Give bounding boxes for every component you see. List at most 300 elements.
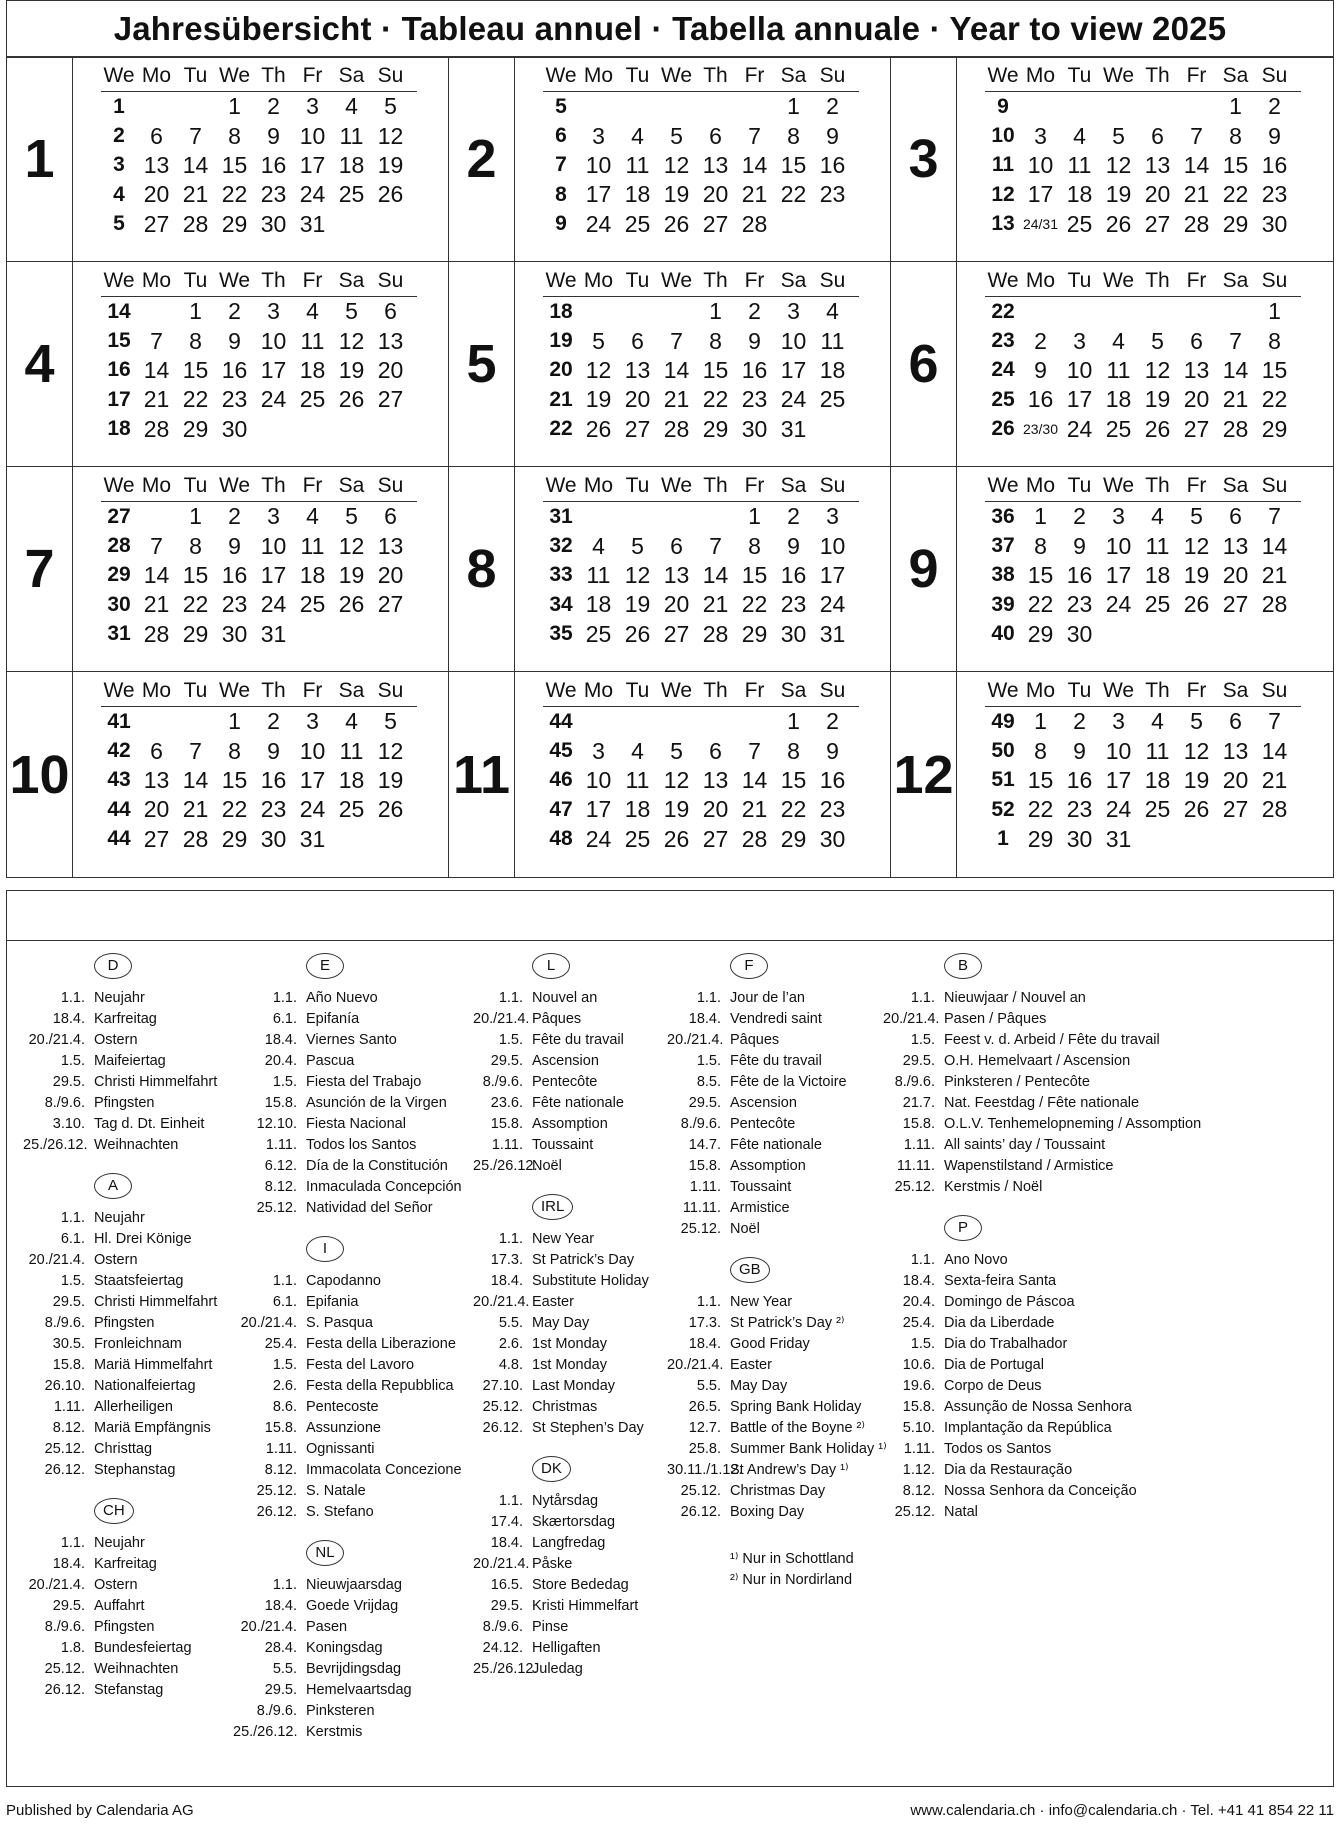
holiday-row — [233, 1417, 462, 1438]
weekday-header: Tu — [1067, 63, 1092, 87]
holiday-date: 15.8. — [902, 1115, 935, 1132]
holiday-name: Neujahr — [94, 1209, 145, 1226]
holiday-row — [233, 1375, 462, 1396]
holiday-row — [473, 1532, 649, 1553]
month-body — [73, 262, 448, 466]
holiday-row — [23, 1050, 217, 1071]
holiday-name: Pfingsten — [94, 1094, 155, 1111]
day-number: 18 — [338, 151, 365, 178]
day-number: 19 — [663, 796, 690, 823]
weekday-header: Mo — [141, 63, 172, 87]
day-number: 8 — [228, 737, 241, 764]
day-number: 14 — [1222, 356, 1249, 383]
day-number: 12 — [1105, 151, 1132, 178]
holiday-date: 1.1. — [910, 989, 935, 1006]
day-number: 8 — [228, 122, 241, 149]
week-number: 44 — [107, 797, 131, 821]
day-number: 11 — [625, 766, 650, 793]
day-number: 7 — [709, 532, 722, 559]
week-row — [985, 620, 1333, 649]
day-number: 5 — [592, 327, 605, 354]
week-number: 18 — [107, 417, 131, 441]
day-number: 11 — [339, 122, 364, 149]
day-number: 23 — [819, 796, 846, 823]
day-number: 28 — [702, 620, 729, 647]
day-number: 3 — [306, 708, 319, 735]
holiday-name: Easter — [532, 1293, 574, 1310]
week-number-header: We — [545, 268, 577, 292]
day-number: 9 — [267, 122, 280, 149]
day-number: 6 — [670, 532, 683, 559]
day-number: 8 — [1034, 532, 1047, 559]
day-number: 26 — [377, 796, 404, 823]
day-number: 27 — [663, 620, 690, 647]
holiday-date: 20./21.4. — [883, 1010, 940, 1027]
week-row — [543, 736, 890, 765]
holiday-date: 1.1. — [498, 1230, 523, 1247]
day-number: 17 — [1066, 386, 1093, 413]
holiday-name: Koningsdag — [306, 1639, 383, 1656]
holiday-row — [667, 1134, 887, 1155]
weekday-header: We — [218, 678, 251, 702]
day-number: 2 — [1073, 708, 1086, 735]
day-number: 10 — [299, 122, 326, 149]
holiday-name: Ostern — [94, 1251, 138, 1268]
day-number: 16 — [260, 151, 287, 178]
weekday-header: Mo — [1025, 678, 1056, 702]
week-row — [101, 825, 448, 854]
holiday-date: 26.5. — [688, 1398, 721, 1415]
week-row — [985, 326, 1333, 355]
week-number: 9 — [555, 212, 567, 236]
day-number: 25 — [1144, 796, 1171, 823]
day-number: 19 — [585, 386, 612, 413]
week-row — [101, 766, 448, 795]
day-number: 25 — [819, 386, 846, 413]
holiday-date: 25.12. — [680, 1220, 721, 1237]
day-number: 2 — [748, 298, 761, 325]
holiday-name: Nytårsdag — [532, 1492, 599, 1509]
day-number: 12 — [338, 327, 365, 354]
holiday-name: Pfingsten — [94, 1314, 155, 1331]
day-number: 15 — [1222, 151, 1249, 178]
holiday-name: Kerstmis — [306, 1723, 363, 1740]
holiday-row — [233, 1438, 462, 1459]
holiday-name: Spring Bank Holiday — [730, 1398, 862, 1415]
holiday-date: 26.12. — [482, 1419, 523, 1436]
holiday-name: Boxing Day — [730, 1503, 805, 1520]
weekday-header: Mo — [141, 268, 172, 292]
holiday-name: Last Monday — [532, 1377, 616, 1394]
week-number: 51 — [991, 768, 1015, 792]
week-number-header: We — [987, 268, 1019, 292]
day-number: 4 — [1151, 503, 1164, 530]
day-number: 4 — [631, 122, 644, 149]
day-number: 15 — [702, 356, 729, 383]
day-number: 21 — [143, 386, 170, 413]
holiday-row — [233, 1595, 462, 1616]
day-number: 24 — [260, 386, 287, 413]
day-number: 17 — [1027, 181, 1054, 208]
holiday-row — [23, 1658, 217, 1679]
day-number: 4 — [345, 708, 358, 735]
weekday-header: Sa — [1222, 63, 1249, 87]
holiday-row — [233, 1134, 462, 1155]
day-number: 27 — [702, 210, 729, 237]
holiday-name: Pfingsten — [94, 1618, 155, 1635]
holiday-date: 17.3. — [688, 1314, 721, 1331]
holiday-date: 17.3. — [490, 1251, 523, 1268]
holiday-name: Christi Himmelfahrt — [94, 1293, 218, 1310]
holiday-date: 21.7. — [902, 1094, 935, 1111]
weekday-header: Sa — [780, 63, 807, 87]
holiday-row — [667, 1333, 887, 1354]
day-number: 12 — [377, 737, 404, 764]
holiday-name: Fiesta del Trabajo — [306, 1073, 422, 1090]
week-number: 20 — [549, 358, 573, 382]
day-number: 8 — [787, 737, 800, 764]
day-number: 25 — [299, 386, 326, 413]
holiday-row — [23, 1113, 217, 1134]
holiday-name: Dia da Liberdade — [944, 1314, 1055, 1331]
holiday-row — [883, 1312, 1201, 1333]
weekday-header: Th — [703, 678, 728, 702]
weekday-header: Tu — [625, 678, 650, 702]
day-number: 24 — [1066, 415, 1093, 442]
day-number: 20 — [1222, 561, 1249, 588]
holiday-name: Festa del Lavoro — [306, 1356, 415, 1373]
holiday-row — [883, 1459, 1201, 1480]
holiday-name: Påske — [532, 1555, 573, 1572]
holiday-row — [233, 1459, 462, 1480]
day-number: 6 — [631, 327, 644, 354]
day-number: 22 — [780, 181, 807, 208]
month-body — [73, 467, 448, 671]
contact-info: www.calendaria.ch · info@calendaria.ch · Tel. +41 41 854 22 11 — [910, 1802, 1334, 1819]
day-number: 2 — [1034, 327, 1047, 354]
day-number: 20 — [143, 181, 170, 208]
month-cell — [449, 672, 891, 877]
weekday-header-row — [543, 470, 859, 502]
week-number: 19 — [549, 329, 573, 353]
day-number: 2 — [1073, 503, 1086, 530]
holiday-date: 26.12. — [680, 1503, 721, 1520]
holiday-name: St Stephen’s Day — [532, 1419, 644, 1436]
week-number: 16 — [107, 358, 131, 382]
holiday-name: Ostern — [94, 1031, 138, 1048]
holiday-row — [473, 1050, 649, 1071]
day-number: 21 — [741, 181, 768, 208]
holiday-row — [667, 1417, 887, 1438]
week-number: 8 — [555, 182, 567, 206]
day-number: 23 — [221, 386, 248, 413]
month-number: 10 — [7, 672, 73, 877]
week-number: 18 — [549, 299, 573, 323]
holiday-name: Viernes Santo — [306, 1031, 397, 1048]
weekday-header: Fr — [302, 473, 323, 497]
day-number: 11 — [820, 327, 845, 354]
week-row — [101, 531, 448, 560]
holiday-date: 26.12. — [44, 1461, 85, 1478]
day-number: 5 — [384, 93, 397, 120]
day-number: 20 — [377, 356, 404, 383]
holiday-date: 2.6. — [272, 1377, 297, 1394]
day-number: 4 — [306, 298, 319, 325]
day-number: 22 — [182, 386, 209, 413]
weekday-header: Tu — [183, 63, 208, 87]
weekday-header-row — [101, 470, 417, 502]
day-number: 27 — [702, 825, 729, 852]
holiday-name: Dia da Restauração — [944, 1461, 1073, 1478]
holiday-row — [473, 1574, 649, 1595]
holiday-row — [473, 1354, 649, 1375]
day-number: 7 — [189, 122, 202, 149]
holiday-name: Año Nuevo — [306, 989, 378, 1006]
week-row — [985, 766, 1333, 795]
day-number: 30 — [741, 415, 768, 442]
holiday-row — [667, 1155, 887, 1176]
day-number: 30 — [221, 415, 248, 442]
holiday-row — [23, 1270, 217, 1291]
day-number: 28 — [1222, 415, 1249, 442]
day-number: 4 — [1112, 327, 1125, 354]
day-number: 11 — [300, 327, 325, 354]
holiday-row — [883, 1501, 1201, 1522]
day-number: 1 — [189, 503, 202, 530]
day-number: 28 — [1261, 591, 1288, 618]
holiday-date: 1.1. — [60, 1209, 85, 1226]
weekday-header: Sa — [1222, 268, 1249, 292]
month-body — [957, 672, 1333, 877]
holiday-column — [667, 941, 887, 1590]
week-number: 48 — [549, 827, 573, 851]
day-number: 12 — [663, 766, 690, 793]
holiday-date: 20./21.4. — [240, 1618, 297, 1635]
country-code-badge: D — [94, 953, 132, 979]
holiday-date: 6.1. — [272, 1010, 297, 1027]
holiday-row — [883, 1008, 1201, 1029]
weekday-header: Mo — [1025, 473, 1056, 497]
holiday-date: 20./21.4. — [473, 1293, 530, 1310]
holiday-row — [23, 1438, 217, 1459]
day-number: 13 — [143, 151, 170, 178]
holiday-row — [883, 1050, 1201, 1071]
day-number: 29 — [1027, 825, 1054, 852]
holiday-name: Ano Novo — [944, 1251, 1008, 1268]
week-number: 47 — [549, 797, 573, 821]
holiday-date: 30.5. — [52, 1335, 85, 1352]
day-number: 24 — [1105, 796, 1132, 823]
holiday-date: 25.4. — [264, 1335, 297, 1352]
weekday-header: Th — [1145, 63, 1170, 87]
week-row — [543, 356, 890, 385]
week-row — [985, 825, 1333, 854]
weekday-header: We — [660, 268, 693, 292]
country-code-badge: L — [532, 953, 570, 979]
day-number: 10 — [1066, 356, 1093, 383]
holiday-date: 25.12. — [680, 1482, 721, 1499]
day-number: 16 — [1261, 151, 1288, 178]
holiday-row — [23, 987, 217, 1008]
weekday-header: Mo — [141, 473, 172, 497]
day-number: 12 — [585, 356, 612, 383]
week-row — [543, 825, 890, 854]
day-number: 3 — [826, 503, 839, 530]
week-number: 44 — [107, 827, 131, 851]
week-number: 14 — [107, 299, 131, 323]
weekday-header: We — [218, 473, 251, 497]
day-number: 9 — [1073, 532, 1086, 559]
holiday-row — [473, 1511, 649, 1532]
holiday-date: 15.8. — [264, 1419, 297, 1436]
holiday-date: 8./9.6. — [482, 1073, 523, 1090]
day-number: 9 — [826, 737, 839, 764]
week-number: 35 — [549, 622, 573, 646]
holiday-row — [23, 1312, 217, 1333]
country-code-badge: CH — [94, 1498, 134, 1524]
day-number: 4 — [631, 737, 644, 764]
holiday-row — [667, 1312, 887, 1333]
holiday-row — [473, 1071, 649, 1092]
holiday-name: Implantação da República — [944, 1419, 1112, 1436]
weekday-header: Su — [819, 63, 846, 87]
day-number: 2 — [267, 93, 280, 120]
holiday-row — [883, 1270, 1201, 1291]
holiday-date: 25.12. — [482, 1398, 523, 1415]
country-code-badge: I — [306, 1236, 344, 1262]
week-number: 37 — [991, 534, 1015, 558]
day-number: 26 — [663, 825, 690, 852]
week-number: 21 — [549, 387, 573, 411]
month-number: 7 — [7, 467, 73, 671]
title-bar — [6, 0, 1334, 58]
country-block — [473, 953, 649, 1176]
weekday-header: Fr — [1186, 63, 1207, 87]
day-number: 17 — [260, 561, 287, 588]
holiday-name: Summer Bank Holiday ¹⁾ — [730, 1440, 887, 1457]
holiday-row — [883, 1176, 1201, 1197]
day-number: 25 — [624, 210, 651, 237]
week-number: 3 — [113, 153, 125, 177]
day-number: 18 — [624, 181, 651, 208]
week-row — [985, 561, 1333, 590]
day-number: 1 — [748, 503, 761, 530]
holiday-row — [23, 1207, 217, 1228]
holiday-date: 28.4. — [264, 1639, 297, 1656]
holiday-row — [883, 1134, 1201, 1155]
day-number: 22 — [741, 591, 768, 618]
holiday-date: 1.5. — [272, 1356, 297, 1373]
day-number: 26 — [1105, 210, 1132, 237]
day-number: 5 — [1151, 327, 1164, 354]
holiday-name: Ostern — [94, 1576, 138, 1593]
week-row — [985, 297, 1333, 326]
week-row — [543, 795, 890, 824]
holiday-name: Todos los Santos — [306, 1136, 417, 1153]
holiday-row — [233, 1616, 462, 1637]
holiday-name: 1st Monday — [532, 1356, 607, 1373]
holiday-date: 29.5. — [490, 1597, 523, 1614]
weekday-header: Tu — [183, 678, 208, 702]
holiday-date: 1.1. — [498, 989, 523, 1006]
holiday-name: O.H. Hemelvaart / Ascension — [944, 1052, 1131, 1069]
holiday-date: 16.5. — [490, 1576, 523, 1593]
holiday-row — [667, 1459, 887, 1480]
weekday-header: Mo — [583, 473, 614, 497]
footnote-text: ²⁾ Nur in Nordirland — [730, 1571, 853, 1588]
weekday-header: Th — [1145, 268, 1170, 292]
holiday-date: 11.11. — [896, 1157, 935, 1174]
holiday-name: Christtag — [94, 1440, 153, 1457]
weekday-header: We — [1102, 268, 1135, 292]
day-number: 8 — [787, 122, 800, 149]
holiday-row — [23, 1291, 217, 1312]
holiday-name: Fête nationale — [532, 1094, 624, 1111]
holiday-row — [473, 1291, 649, 1312]
holiday-name: Ascension — [730, 1094, 797, 1111]
holiday-name: Neujahr — [94, 989, 145, 1006]
holiday-row — [233, 1354, 462, 1375]
holiday-date: 27.10. — [482, 1377, 523, 1394]
holiday-name: Festa della Liberazione — [306, 1335, 456, 1352]
week-row — [985, 356, 1333, 385]
holiday-name: Ascension — [532, 1052, 599, 1069]
holiday-column — [233, 941, 462, 1742]
day-number: 24 — [819, 591, 846, 618]
week-row — [101, 707, 448, 736]
week-row — [985, 736, 1333, 765]
day-number: 23 — [1066, 591, 1093, 618]
weekday-header-row — [543, 265, 859, 297]
holiday-name: Corpo de Deus — [944, 1377, 1042, 1394]
country-code-badge: P — [944, 1215, 982, 1241]
day-number: 17 — [1105, 766, 1132, 793]
holiday-row — [23, 1029, 217, 1050]
day-number: 17 — [299, 151, 326, 178]
day-number: 18 — [819, 356, 846, 383]
holiday-date: 1.5. — [910, 1335, 935, 1352]
week-number: 4 — [113, 182, 125, 206]
day-number: 15 — [221, 151, 248, 178]
holiday-date: 1.11. — [689, 1178, 721, 1195]
month-grid — [7, 57, 1333, 877]
holiday-date: 8./9.6. — [680, 1115, 721, 1132]
week-row — [543, 121, 890, 150]
day-number: 5 — [345, 503, 358, 530]
week-row — [101, 415, 448, 444]
day-number: 10 — [260, 532, 287, 559]
day-number: 27 — [624, 415, 651, 442]
holiday-header-band — [7, 891, 1333, 941]
week-number-header: We — [987, 473, 1019, 497]
holiday-date: 20./21.4. — [240, 1314, 297, 1331]
holiday-date: 25.12. — [44, 1440, 85, 1457]
holiday-row — [233, 1008, 462, 1029]
holiday-name: Epifanía — [306, 1010, 360, 1027]
week-number: 34 — [549, 592, 573, 616]
week-number-header: We — [987, 63, 1019, 87]
day-number: 31 — [299, 825, 326, 852]
weekday-header: Mo — [141, 678, 172, 702]
weekday-header: Sa — [338, 678, 365, 702]
week-row — [101, 385, 448, 414]
week-row — [543, 297, 890, 326]
holiday-date: 3.10. — [52, 1115, 85, 1132]
holiday-row — [473, 1228, 649, 1249]
holiday-date: 15.8. — [688, 1157, 721, 1174]
holiday-name: Allerheiligen — [94, 1398, 173, 1415]
holiday-date: 6.1. — [60, 1230, 85, 1247]
